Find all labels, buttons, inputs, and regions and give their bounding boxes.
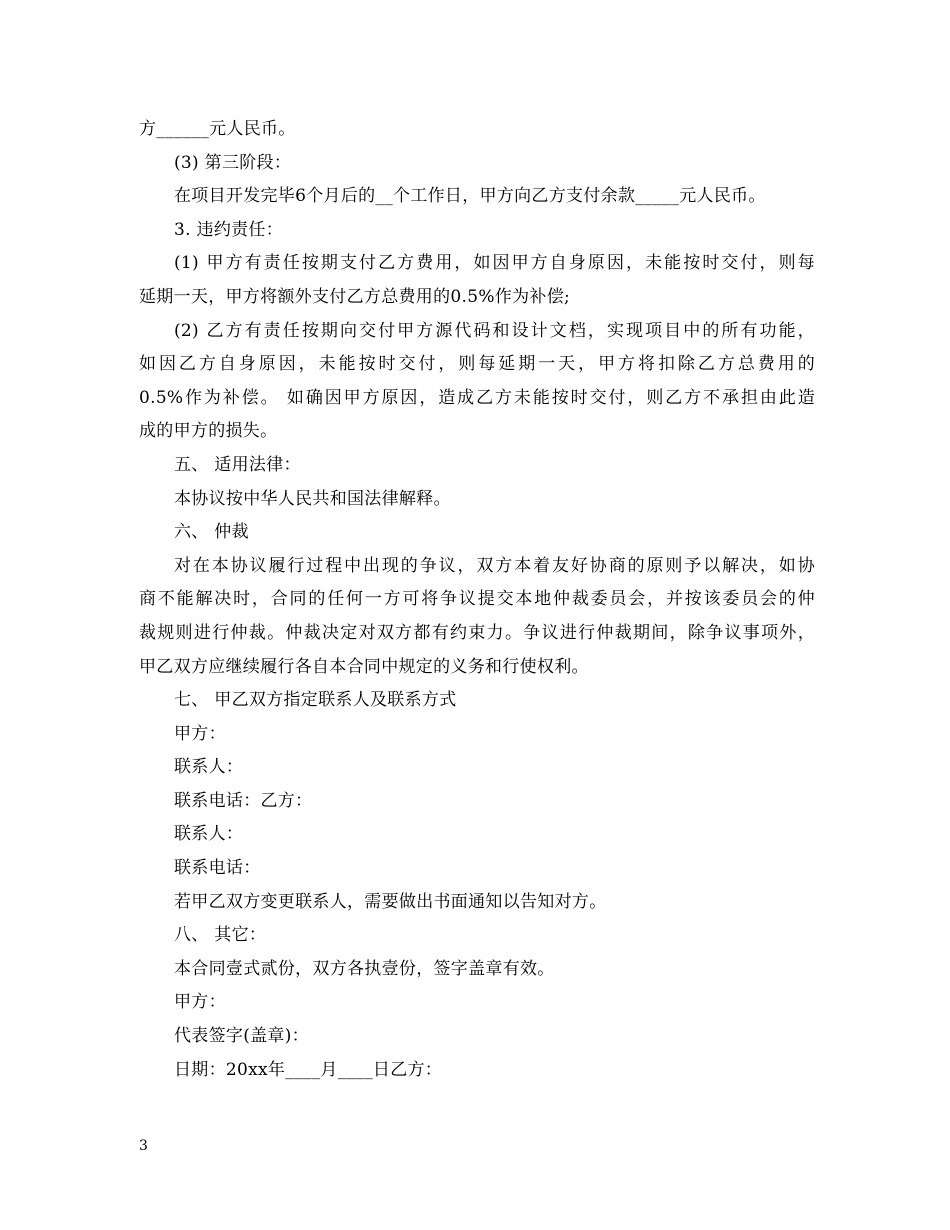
document-line: 本协议按中华人民共和国法律解释。 <box>174 488 451 509</box>
document-line: 对在本协议履行过程中出现的争议，双方本着友好协商的原则予以解决，如协 <box>174 555 815 576</box>
document-line: 如因乙方自身原因，未能按时交付，则每延期一天，甲方将扣除乙方总费用的 <box>139 354 815 375</box>
document-line: 0.5%作为补偿。 如确因甲方原因，造成乙方未能按时交付，则乙方不承担由此造 <box>139 387 815 408</box>
document-line: 3. 违约责任： <box>174 219 284 240</box>
document-line: 六、 仲裁 <box>174 522 249 543</box>
document-body <box>139 113 815 1087</box>
document-line: 甲方： <box>174 723 226 744</box>
document-line: (3) 第三阶段： <box>174 152 292 173</box>
document-line: 若甲乙双方变更联系人，需要做出书面通知以告知对方。 <box>174 891 607 912</box>
document-line: 甲乙双方应继续履行各自本合同中规定的义务和行使权利。 <box>139 656 589 677</box>
page-number: 3 <box>139 1138 148 1154</box>
document-line: 日期：20xx年____月____日乙方： <box>174 1059 443 1080</box>
document-line: 甲方： <box>174 992 226 1013</box>
document-line: (1) 甲方有责任按期支付乙方费用，如因甲方自身原因，未能按时交付，则每 <box>174 253 815 274</box>
document-line: 联系电话： <box>174 858 261 879</box>
document-line: 延期一天，甲方将额外支付乙方总费用的0.5%作为补偿; <box>139 286 571 307</box>
document-line: (2) 乙方有责任按期向交付甲方源代码和设计文档，实现项目中的所有功能， <box>174 320 815 341</box>
document-line: 在项目开发完毕6个月后的__个工作日，甲方向乙方支付余款_____元人民币。 <box>174 186 766 207</box>
document-line: 联系电话：乙方： <box>174 790 313 811</box>
document-line: 联系人： <box>174 824 244 845</box>
document-line: 七、 甲乙双方指定联系人及联系方式 <box>174 690 457 711</box>
document-line: 裁规则进行仲裁。仲裁决定对双方都有约束力。争议进行仲裁期间，除争议事项外， <box>139 622 815 643</box>
document-line: 八、 其它： <box>174 925 267 946</box>
document-line: 本合同壹式贰份，双方各执壹份，签字盖章有效。 <box>174 958 555 979</box>
document-line: 成的甲方的损失。 <box>139 421 278 442</box>
document-line: 商不能解决时，合同的任何一方可将争议提交本地仲裁委员会，并按该委员会的仲 <box>139 589 815 610</box>
document-line: 联系人： <box>174 757 244 778</box>
document-line: 五、 适用法律： <box>174 454 301 475</box>
document-line: 代表签字(盖章)： <box>174 1026 309 1047</box>
document-line: 方______元人民币。 <box>139 119 296 139</box>
